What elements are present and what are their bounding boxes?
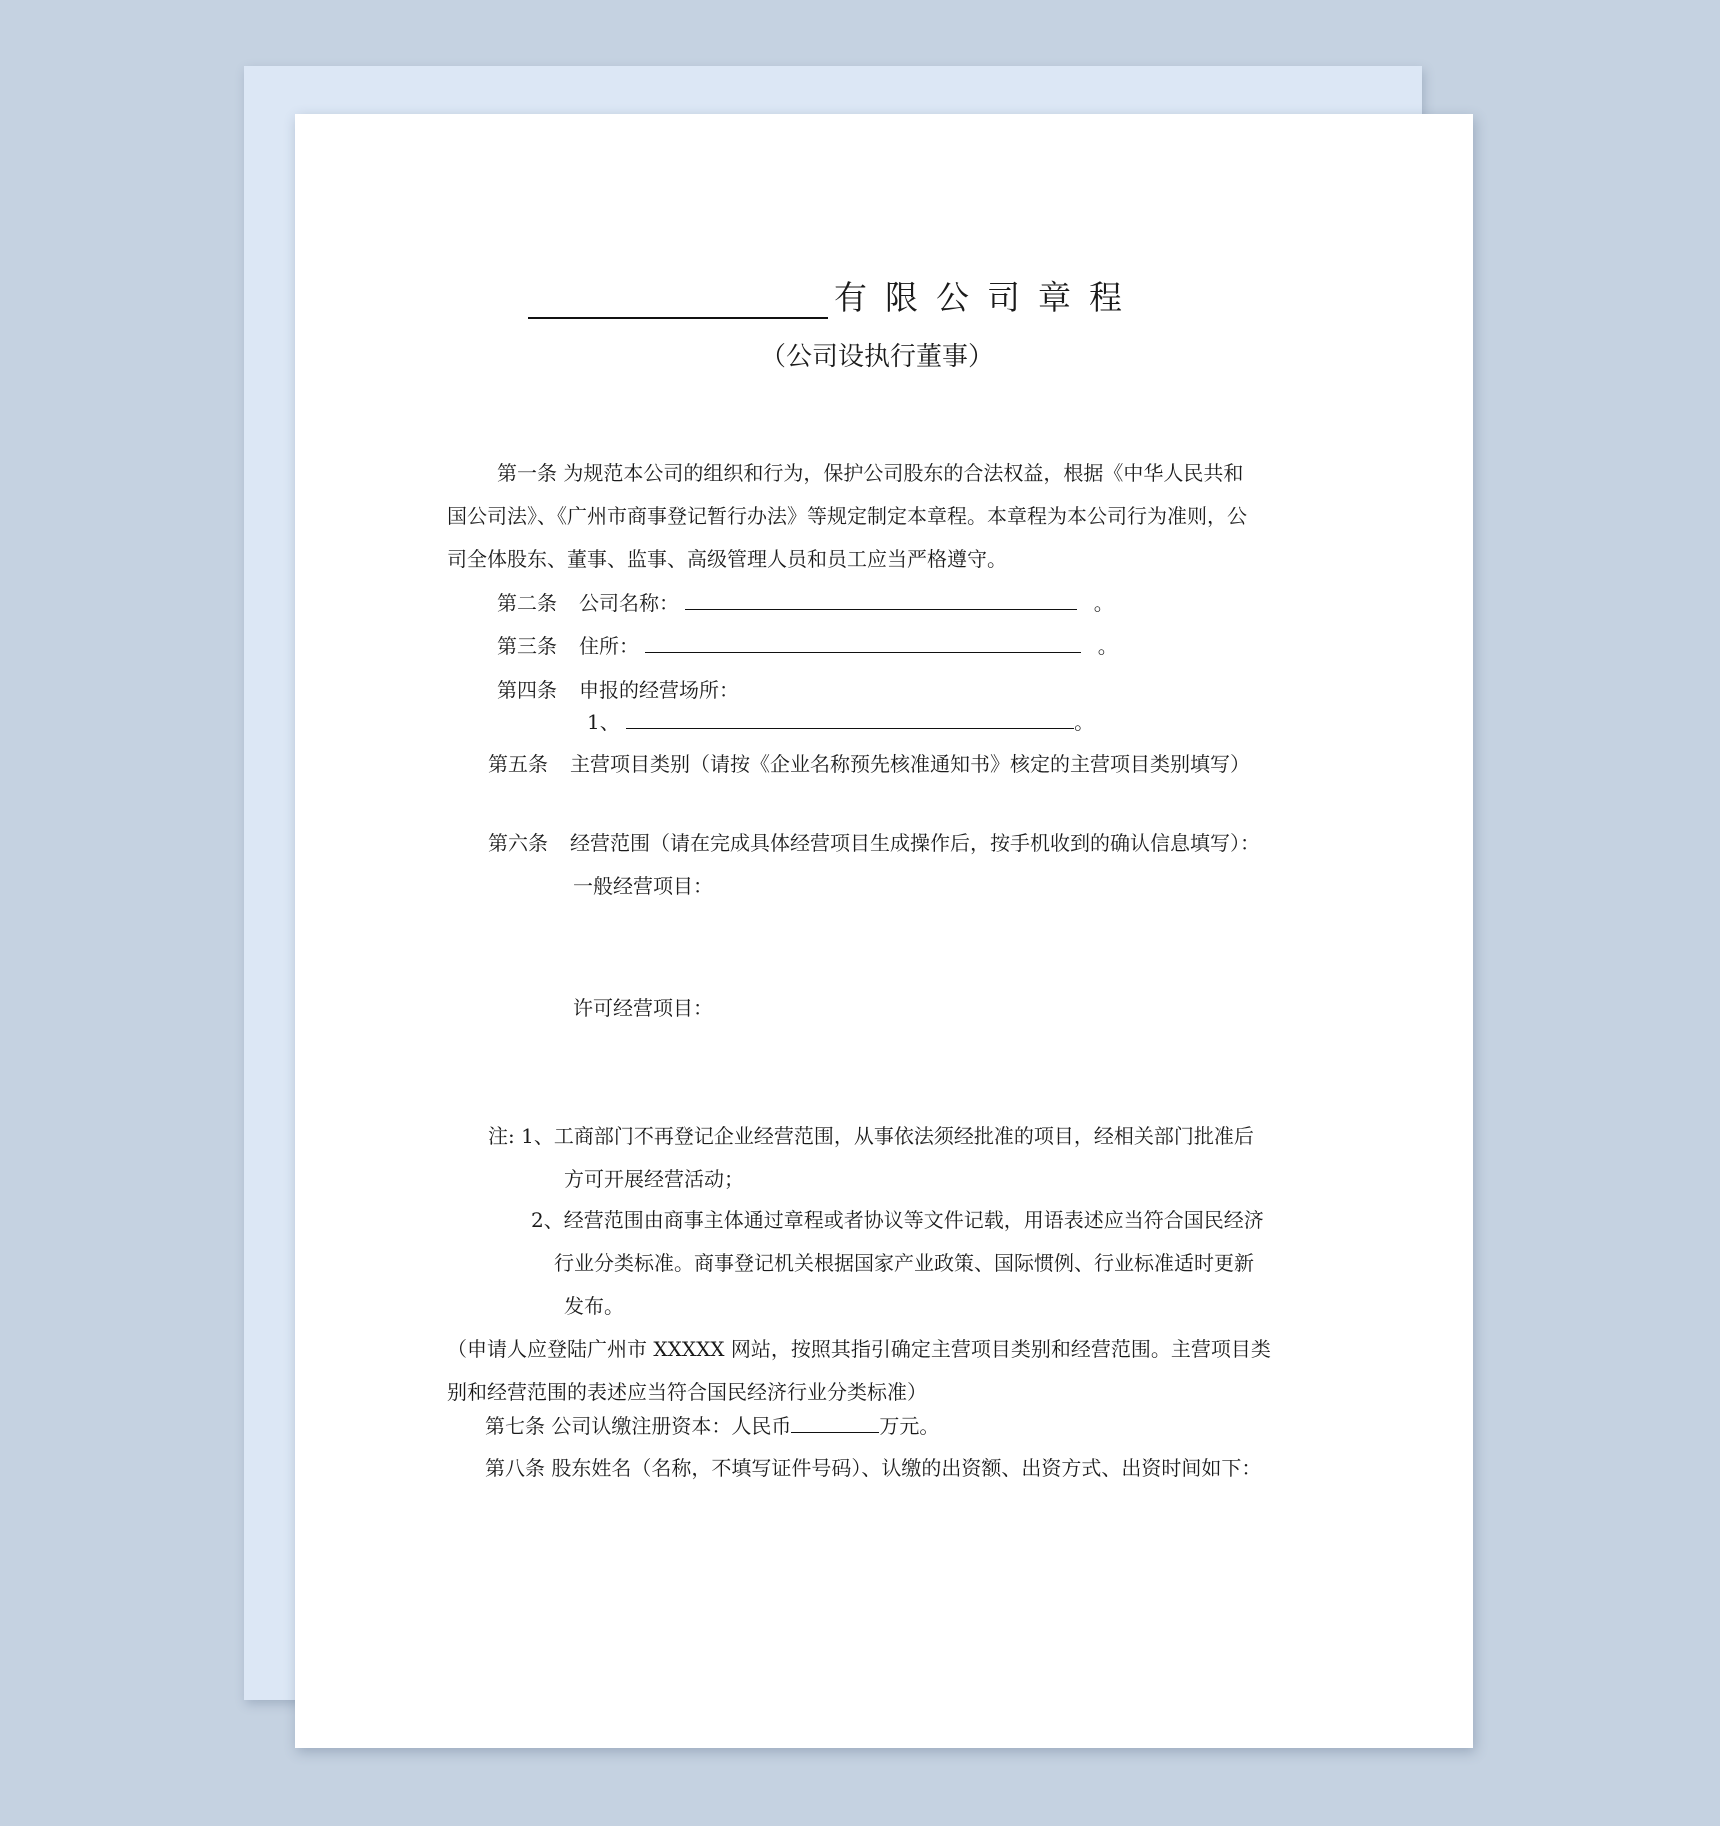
article-5-label: 第五条 — [488, 752, 548, 776]
note-1-line-2: 方可开展经营活动； — [564, 1167, 744, 1191]
article-6-text: 经营范围（请在完成具体经营项目生成操作后，按手机收到的确认信息填写）： — [570, 831, 1260, 855]
article-1-line-3: 司全体股东、董事、监事、高级管理人员和员工应当严格遵守。 — [447, 547, 1007, 571]
business-premises-field[interactable] — [626, 708, 1074, 729]
article-5-text: 主营项目类别（请按《企业名称预先核准通知书》核定的主营项目类别填写） — [570, 752, 1250, 776]
article-6-label: 第六条 — [488, 831, 548, 855]
article-3 — [497, 630, 1118, 659]
application-note-line-1: （申请人应登陆广州市 XXXXX 网站，按照其指引确定主营项目类别和经营范围。主营项目类 — [447, 1337, 1271, 1361]
application-note-line-2: 别和经营范围的表述应当符合国民经济行业分类标准） — [447, 1380, 927, 1404]
article-2 — [497, 587, 1114, 616]
general-business-items: 一般经营项目： — [573, 874, 713, 898]
article-2-end: 。 — [1093, 591, 1114, 615]
note-2-line-1: 2、经营范围由商事主体通过章程或者协议等文件记载，用语表述应当符合国民经济 — [531, 1208, 1264, 1232]
article-2-label: 第二条 — [497, 591, 557, 615]
note-1-line-1: 注: 1、工商部门不再登记企业经营范围，从事依法须经批准的项目，经相关部门批准后 — [488, 1124, 1254, 1148]
article-4 — [497, 674, 739, 703]
article-7-text: 公司认缴注册资本：人民币 — [551, 1414, 792, 1438]
article-4-item-number: 1、 — [587, 710, 620, 734]
company-name-field[interactable] — [685, 589, 1077, 610]
article-5 — [488, 748, 1250, 777]
article-7-label: 第七条 — [485, 1414, 545, 1438]
article-8-text: 股东姓名（名称，不填写证件号码）、认缴的出资额、出资方式、出资时间如下： — [551, 1456, 1262, 1480]
article-4-text: 申报的经营场所： — [579, 678, 739, 702]
article-6 — [488, 827, 1260, 856]
article-7-unit: 万元。 — [879, 1414, 940, 1438]
article-1-line-1: 第一条 为规范本公司的组织和行为，保护公司股东的合法权益，根据《中华人民共和 — [497, 461, 1244, 485]
address-field[interactable] — [645, 632, 1081, 653]
article-3-label: 第三条 — [497, 634, 557, 658]
registered-capital-field[interactable] — [791, 1412, 879, 1433]
article-4-item-1 — [587, 706, 1094, 735]
document-subtitle: （公司设执行董事） — [760, 342, 995, 372]
article-8 — [485, 1452, 1261, 1481]
article-1-line-2: 国公司法》、《广州市商事登记暂行办法》等规定制定本章程。本章程为本公司行为准则，公 — [447, 504, 1247, 528]
article-3-text: 住所： — [579, 634, 639, 658]
article-4-end: 。 — [1074, 710, 1095, 734]
article-8-label: 第八条 — [485, 1456, 545, 1480]
note-2-line-2: 行业分类标准。商事登记机关根据国家产业政策、国际惯例、行业标准适时更新 — [554, 1251, 1254, 1275]
article-3-end: 。 — [1097, 634, 1118, 658]
article-4-label: 第四条 — [497, 678, 557, 702]
document-title — [528, 272, 1140, 319]
article-7 — [485, 1410, 939, 1439]
document-page — [295, 114, 1473, 1748]
company-name-blank — [528, 281, 828, 319]
permitted-business-items: 许可经营项目： — [573, 996, 713, 1020]
article-2-text: 公司名称： — [579, 591, 679, 615]
title-text: 有限公司章程 — [834, 278, 1140, 317]
note-2-line-3: 发布。 — [564, 1294, 624, 1318]
